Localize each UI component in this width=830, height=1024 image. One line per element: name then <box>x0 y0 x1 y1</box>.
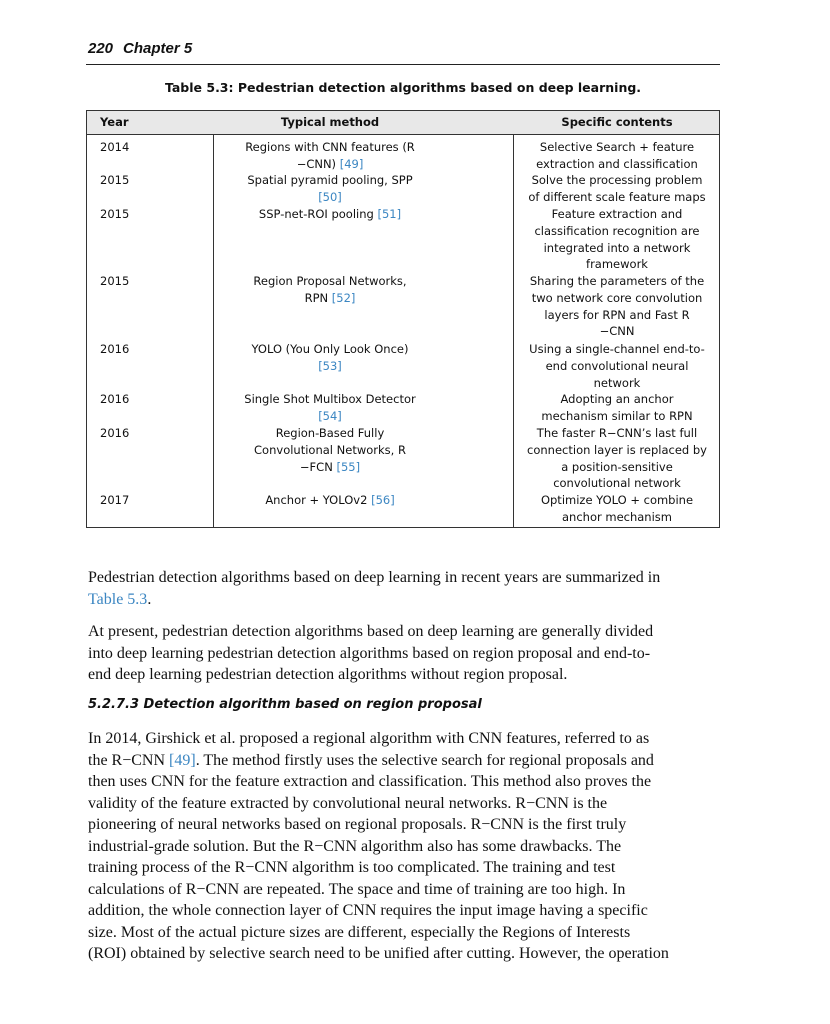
algorithms-table <box>86 110 720 528</box>
chapter-label: Chapter 5 <box>123 40 193 57</box>
cell-year: 2016 <box>100 392 130 406</box>
header-rule <box>86 64 720 65</box>
cell-year: 2015 <box>100 173 130 187</box>
citation-link[interactable]: [50] <box>318 189 342 204</box>
table-reference-link[interactable]: Table 5.3 <box>88 590 148 608</box>
cell-contents: Adopting an anchor mechanism similar to RPN <box>541 392 693 423</box>
citation-link[interactable]: [49] <box>339 156 364 171</box>
cell-contents: Sharing the parameters of the two network core convolution layers for RPN and Fast R −CNN <box>529 274 705 339</box>
cell-year: 2016 <box>100 426 130 440</box>
cell-year: 2014 <box>100 140 130 154</box>
citation-link[interactable]: [53] <box>318 358 342 373</box>
cell-contents: Selective Search + feature extraction and classification <box>536 140 698 171</box>
cell-contents: Using a single-channel end-to- end convolutional neural network <box>529 342 705 390</box>
column-divider <box>213 111 214 527</box>
header-specific-contents: Specific contents <box>561 115 673 129</box>
paragraph-summary: Pedestrian detection algorithms based on deep learning in recent years are summarized in Table 5.3. <box>88 569 661 608</box>
cell-method: Region-Based Fully Convolutional Networks, R −FCN [55] <box>254 426 406 474</box>
cell-year: 2015 <box>100 207 130 221</box>
citation-link[interactable]: [51] <box>377 207 402 221</box>
cell-method: Anchor + YOLOv2 [56] <box>265 493 395 507</box>
citation-link[interactable]: [56] <box>371 493 395 507</box>
column-divider <box>513 111 514 527</box>
cell-method: Spatial pyramid pooling, SPP [50] <box>247 173 413 204</box>
cell-contents: Optimize YOLO + combine anchor mechanism <box>540 493 694 524</box>
table-caption: Table 5.3: Pedestrian detection algorithms based on deep learning. <box>164 80 642 95</box>
paragraph-overview: At present, pedestrian detection algorithms based on deep learning are generally divided into deep learning pedestrian detection algorithms based on region proposal and end-to- end deep learning pedestrian detection algorithms without region proposal. <box>88 623 654 683</box>
cell-method: Single Shot Multibox Detector [54] <box>244 392 416 423</box>
citation-link[interactable]: [52] <box>331 290 356 305</box>
cell-method: Region Proposal Networks, RPN [52] <box>253 274 407 305</box>
cell-contents: Feature extraction and classification recognition are integrated into a network framework <box>534 207 700 272</box>
citation-link[interactable]: [54] <box>318 408 342 423</box>
header-typical-method: Typical method <box>280 115 380 129</box>
cell-method: Regions with CNN features (R −CNN) [49] <box>245 140 415 171</box>
cell-year: 2015 <box>100 274 130 288</box>
citation-link[interactable]: [49] <box>169 751 196 769</box>
section-heading: 5.2.7.3 Detection algorithm based on region proposal <box>88 697 482 712</box>
header-year: Year <box>100 115 129 129</box>
cell-method: YOLO (You Only Look Once) [53] <box>251 342 409 373</box>
citation-link[interactable]: [55] <box>336 459 361 474</box>
cell-year: 2017 <box>100 493 130 507</box>
cell-contents: Solve the processing problem of different scale feature maps <box>528 173 706 204</box>
table-header-row <box>87 111 719 135</box>
page-number: 220 <box>88 40 114 57</box>
cell-method: SSP-net-ROI pooling [51] <box>258 207 402 221</box>
running-head <box>88 40 192 57</box>
cell-contents: The faster R−CNN’s last full connection layer is replaced by a position-sensitive convolutional network <box>527 426 707 491</box>
paragraph-rcnn: In 2014, Girshick et al. proposed a regional algorithm with CNN features, referred to as the R−CNN [49]. The method firstly uses the selective search for regional proposals and then uses CNN for the feature extraction and classification. This method also proves the validity of the feature extracted by convolutional neural networks. R−CNN is the pioneering of neural networks based on regional proposals. R−CNN is the first truly industrial-grade solution. But the R−CNN algorithm also has some drawbacks. The training process of the R−CNN algorithm is too complicated. The training and test calculations of R−CNN are repeated. The space and time of training are too high. In addition, the whole connection layer of CNN requires the input image having a specific size. Most of the actual picture sizes are different, especially the Regions of Interests (ROI) obtained by selective search need to be unified after cutting. However, the operation <box>88 730 669 962</box>
cell-year: 2016 <box>100 342 130 356</box>
